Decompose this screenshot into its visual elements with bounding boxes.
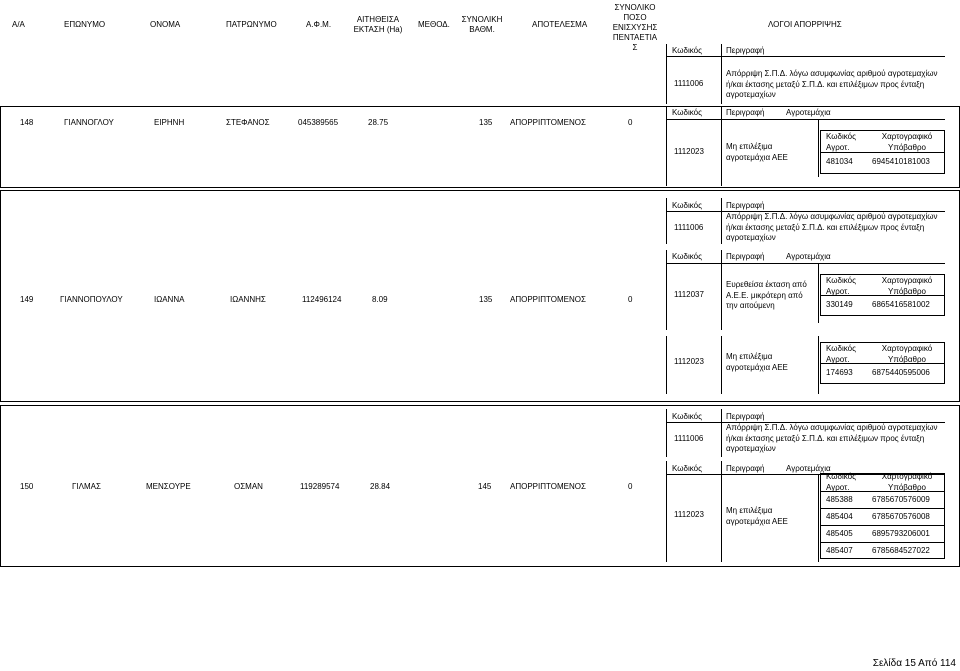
- parcel-code: 485405: [826, 529, 853, 538]
- row-apotelesma: ΑΠΟΡΡΙΠΤΟΜΕΝΟΣ: [510, 482, 586, 491]
- row-aa: 148: [20, 118, 34, 127]
- header-logoi-aporripsis: ΛΟΓΟΙ ΑΠΟΡΡΙΨΗΣ: [768, 20, 842, 29]
- reason-description: Απόρριψη Σ.Π.Δ. λόγω ασυμφωνίας αριθμού αγροτεμαχίων ή/και έκτασης μεταξύ Σ.Π.Δ. και επιλέξιμων προς ένταξη αγροτεμαχίων: [726, 69, 938, 99]
- parcel-map-label: Χαρτογραφικό Υπόβαθρο: [881, 132, 933, 152]
- reason-desc-label: Περιγραφή: [726, 412, 765, 421]
- row-poso: 0: [628, 482, 633, 491]
- parcel-code: 330149: [826, 300, 853, 309]
- parcel-map-id: 6875440595006: [872, 368, 930, 377]
- row-vathm: 145: [478, 482, 492, 491]
- row-aa: 150: [20, 482, 34, 491]
- header-aitheisa-ektasi: ΑΙΤΗΘΕΙΣΑ ΕΚΤΑΣΗ (Ha): [353, 15, 403, 34]
- row-eponymo: ΓΙΑΝΝΟΓΛΟΥ: [64, 118, 114, 127]
- reason-code: 1112037: [674, 290, 704, 299]
- parcel-map-id: 6865416581002: [872, 300, 930, 309]
- parcel-code-label: Κωδικός Αγροτ.: [826, 132, 856, 152]
- row-afm: 119289574: [300, 482, 340, 491]
- header-aa: Α/Α: [12, 20, 25, 29]
- row-afm: 112496124: [302, 295, 342, 304]
- parcel-map-id: 6895793206001: [872, 529, 930, 538]
- header-synoliko-poso: ΣΥΝΟΛΙΚΟ ΠΟΣΟ ΕΝΙΣΧΥΣΗΣ ΠΕΝΤΑΕΤΙΑ Σ: [612, 3, 658, 52]
- row-patronymo: ΟΣΜΑΝ: [234, 482, 263, 491]
- row-apotelesma: ΑΠΟΡΡΙΠΤΟΜΕΝΟΣ: [510, 118, 586, 127]
- reason-description: Απόρριψη Σ.Π.Δ. λόγω ασυμφωνίας αριθμού αγροτεμαχίων ή/και έκτασης μεταξύ Σ.Π.Δ. και επιλέξιμων προς ένταξη αγροτεμαχίων: [726, 423, 938, 453]
- header-methodos: ΜΕΘΟΔ.: [418, 20, 450, 29]
- row-ektasi: 8.09: [372, 295, 388, 304]
- row-ektasi: 28.84: [370, 482, 391, 491]
- reason-code-label: Κωδικός: [672, 46, 702, 55]
- row-vathm: 135: [479, 295, 493, 304]
- parcel-code: 174693: [826, 368, 853, 377]
- reason-code: 1111006: [674, 434, 704, 443]
- reason-code: 1111006: [674, 223, 704, 232]
- parcel-code: 481034: [826, 157, 853, 166]
- reason-desc-label: Περιγραφή: [726, 252, 765, 261]
- reason-description: Μη επιλέξιμα αγροτεμάχια ΑΕΕ: [726, 142, 788, 162]
- reason-description: Μη επιλέξιμα αγροτεμάχια ΑΕΕ: [726, 352, 788, 372]
- parcels-label: Αγροτεμάχια: [786, 252, 831, 261]
- row-patronymo: ΙΩΑΝΝΗΣ: [230, 295, 266, 304]
- parcel-map-id: 6785684527022: [872, 546, 930, 555]
- row-onoma: ΙΩΑΝΝΑ: [154, 295, 185, 304]
- row-onoma: ΕΙΡΗΝΗ: [154, 118, 185, 127]
- reason-desc-label: Περιγραφή: [726, 464, 765, 473]
- reason-code: 1112023: [674, 147, 704, 156]
- parcel-code-label: Κωδικός Αγροτ.: [826, 472, 856, 492]
- parcel-map-id: 6945410181003: [872, 157, 930, 166]
- reason-code-label: Κωδικός: [672, 412, 702, 421]
- reason-code: 1112023: [674, 510, 704, 519]
- reason-code: 1112023: [674, 357, 704, 366]
- page-number: Σελίδα 15 Από 114: [872, 658, 956, 669]
- parcel-map-label: Χαρτογραφικό Υπόβαθρο: [881, 276, 933, 296]
- parcel-code: 485388: [826, 495, 853, 504]
- reason-code-label: Κωδικός: [672, 252, 702, 261]
- reason-description: Ευρεθείσα έκταση από Α.Ε.Ε. μικρότερη από την αιτούμενη: [726, 280, 807, 310]
- row-eponymo: ΓΙΑΝΝΟΠΟΥΛΟΥ: [60, 295, 123, 304]
- reason-desc-label: Περιγραφή: [726, 201, 765, 210]
- parcel-code: 485407: [826, 546, 853, 555]
- parcel-code-label: Κωδικός Αγροτ.: [826, 276, 856, 296]
- row-poso: 0: [628, 295, 633, 304]
- reason-code-label: Κωδικός: [672, 201, 702, 210]
- reason-description: Απόρριψη Σ.Π.Δ. λόγω ασυμφωνίας αριθμού αγροτεμαχίων ή/και έκτασης μεταξύ Σ.Π.Δ. και επιλέξιμων προς ένταξη αγροτεμαχίων: [726, 212, 938, 242]
- parcel-code-label: Κωδικός Αγροτ.: [826, 344, 856, 364]
- row-onoma: ΜΕΝΣΟΥΡΕ: [146, 482, 191, 491]
- parcels-label: Αγροτεμάχια: [786, 464, 831, 473]
- reason-description: Μη επιλέξιμα αγροτεμάχια ΑΕΕ: [726, 506, 788, 526]
- header-patronymo: ΠΑΤΡΩΝΥΜΟ: [226, 20, 277, 29]
- row-ektasi: 28.75: [368, 118, 389, 127]
- parcels-label: Αγροτεμάχια: [786, 108, 831, 117]
- header-onoma: ΟΝΟΜΑ: [150, 20, 181, 29]
- row-apotelesma: ΑΠΟΡΡΙΠΤΟΜΕΝΟΣ: [510, 295, 586, 304]
- header-afm: Α.Φ.Μ.: [306, 20, 332, 29]
- reason-code-label: Κωδικός: [672, 108, 702, 117]
- row-afm: 045389565: [298, 118, 339, 127]
- parcel-code: 485404: [826, 512, 853, 521]
- row-eponymo: ΓΙΛΜΑΣ: [72, 482, 101, 491]
- row-vathm: 135: [479, 118, 493, 127]
- row-poso: 0: [628, 118, 633, 127]
- row-aa: 149: [20, 295, 34, 304]
- parcel-map-label: Χαρτογραφικό Υπόβαθρο: [881, 472, 933, 492]
- row-patronymo: ΣΤΕΦΑΝΟΣ: [226, 118, 270, 127]
- header-apotelesma: ΑΠΟΤΕΛΕΣΜΑ: [532, 20, 588, 29]
- header-eponymo: ΕΠΩΝΥΜΟ: [64, 20, 106, 29]
- parcel-map-label: Χαρτογραφικό Υπόβαθρο: [881, 344, 933, 364]
- parcel-map-id: 6785670576009: [872, 495, 930, 504]
- parcel-map-id: 6785670576008: [872, 512, 930, 521]
- reason-desc-label: Περιγραφή: [726, 46, 765, 55]
- reason-code: 1111006: [674, 79, 704, 88]
- reason-desc-label: Περιγραφή: [726, 108, 765, 117]
- reason-code-label: Κωδικός: [672, 464, 702, 473]
- header-synoliki-vathm: ΣΥΝΟΛΙΚΗ ΒΑΘΜ.: [461, 15, 503, 34]
